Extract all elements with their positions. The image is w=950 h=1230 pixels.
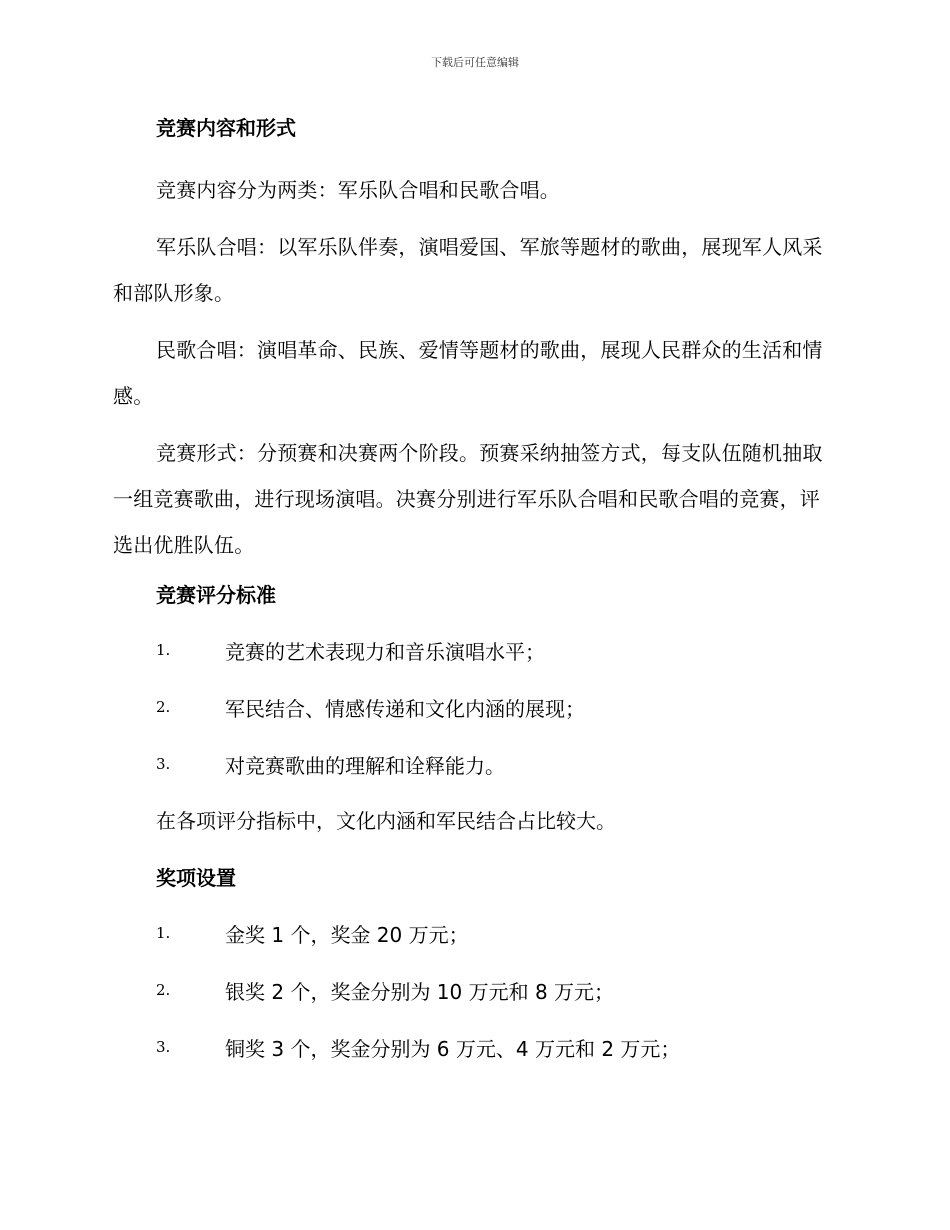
list-number: 2. [156, 981, 171, 999]
list-item [113, 634, 833, 666]
paragraph-content-types: 竞赛内容分为两类：军乐队合唱和民歌合唱。 [156, 178, 560, 202]
document-content [113, 112, 833, 1088]
list-text: 军民结合、情感传递和文化内涵的展现； [225, 696, 585, 721]
list-item [113, 691, 833, 723]
list-text: 对竞赛歌曲的理解和诠释能力。 [225, 753, 505, 778]
list-number: 2. [156, 698, 171, 716]
list-number: 1. [156, 924, 171, 942]
list-text: 金奖 1 个，奖金 20 万元； [225, 922, 469, 947]
list-item [113, 1031, 833, 1063]
list-text: 竞赛的艺术表现力和音乐演唱水平； [225, 639, 545, 664]
paragraph-competition-format: 竞赛形式：分预赛和决赛两个阶段。预赛采纳抽签方式，每支队伍随机抽取一组竞赛歌曲，进行现场演唱。决赛分别进行军乐队合唱和民歌合唱的竞赛，评选出优胜队伍。 [113, 441, 823, 557]
list-number: 3. [156, 1038, 171, 1056]
list-number: 1. [156, 641, 171, 659]
list-text: 银奖 2 个，奖金分别为 10 万元和 8 万元； [225, 979, 615, 1004]
section-heading-scoring: 竞赛评分标准 [156, 583, 276, 607]
list-item [113, 917, 833, 949]
list-item [113, 748, 833, 780]
header-note: 下载后可任意编辑 [431, 56, 519, 69]
section-heading-content-format: 竞赛内容和形式 [156, 116, 296, 140]
paragraph-military-band: 军乐队合唱：以军乐队伴奏，演唱爱国、军旅等题材的歌曲，展现军人风采和部队形象。 [113, 235, 823, 305]
list-text: 铜奖 3 个，奖金分别为 6 万元、4 万元和 2 万元； [225, 1036, 681, 1061]
scoring-note: 在各项评分指标中，文化内涵和军民结合占比较大。 [156, 809, 616, 833]
section-heading-awards: 奖项设置 [156, 866, 236, 890]
list-number: 3. [156, 755, 171, 773]
paragraph-folk-song: 民歌合唱：演唱革命、民族、爱情等题材的歌曲，展现人民群众的生活和情感。 [113, 338, 823, 408]
list-item [113, 974, 833, 1006]
